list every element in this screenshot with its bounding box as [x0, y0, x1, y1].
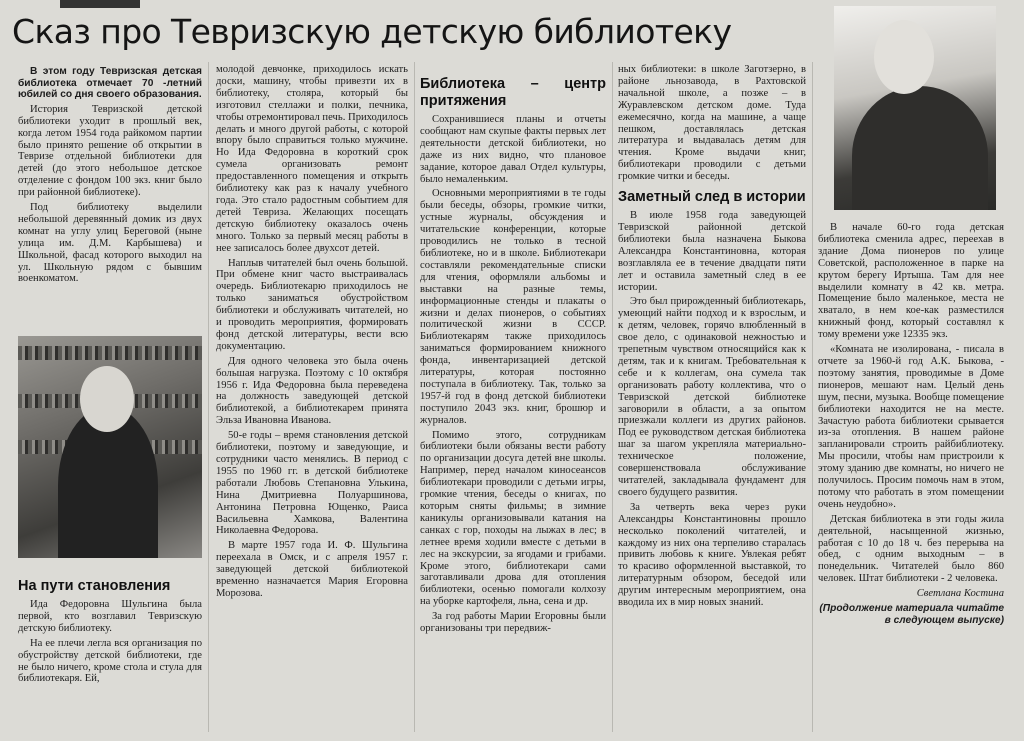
- column-rule: [414, 62, 415, 732]
- paragraph: 50-е годы – время становления детской библиотеки, поэтому и заведующие, и сотрудники часто менялись. В период с 1955 по 1960 гг. в детской библиотеке работали Любовь Степановна Улькина, Нина Дмитриевна Полуаршинова, Антонина Петровна Ющенко, Раиса Васильевна Хамкова, Валентина Николаевна Федорова.: [216, 430, 408, 537]
- paragraph: «Комната не изолирована, - писала в отчете за 1960-й год А.К. Быкова, - поэтому занятия, проводимые в Доме пионеров, мешают нам. Целый день шум, песни, музыка. Вообще помещение библиотеки находится не на месте. Зачастую работа библиотеки срывается из-за отопления. В нашем районе запланировали строить райбиблиотеку. Мы просили, чтобы нам пристроили к этому зданию две комнаты, но ничего не получилось. Просим помочь нам в этом, потому что работать в этом помещении очень неудобно».: [818, 344, 1004, 510]
- continued-note: (Продолжение материала читайте в следующем выпуске): [819, 603, 1004, 626]
- column-rule: [208, 62, 209, 732]
- lead-paragraph: В этом году Тевризская детская библиотека отмечает 70 -летний юбилей со дня своего образования.: [18, 66, 202, 101]
- column-3: [420, 76, 606, 638]
- column-rule: [612, 62, 613, 732]
- column-rule: [812, 62, 813, 732]
- subheading-na-puti: На пути становления: [18, 578, 171, 594]
- paragraph: Это был прирожденный библиотекарь, умеющий найти подход и к взрослым, и к детям, человек, горячо влюбленный в свое дело, с одинаковой нежностью и трепетным чувством относящийся как к детям, так и к книгам. Требовательная к себе и к коллегам, она сумела так организовать работу коллектива, что о Тевризской детской библиотеке заговорили в области, а за опытом приезжали коллеги из других районов. Под ее руководством детская библиотека шаг за шагом укрепляла материально-техническое положение, совершенствовала обслуживание читателей, закладывала фундамент для своего будущего развития.: [618, 296, 806, 498]
- paragraph: На ее плечи легла вся организация по обустройству детской библиотеки, где не было ничего, кроме стола и стула для библиотекаря. Ей,: [18, 637, 202, 685]
- author-signature: Светлана Костина: [916, 588, 1004, 600]
- paragraph: История Тевризской детской библиотеки уходит в прошлый век, когда летом 1954 года райкомом партии было принято решение об открытии в Тевризе отдельной библиотеки для детей (до этого небольшое детское отделение с фондом 100 экз. книг было при районной библиотеке).: [18, 103, 202, 199]
- paragraph: В марте 1957 года И. Ф. Шульгина переехала в Омск, и с апреля 1957 г. заведующей детской библиотекой временно назначается Мария Егоровна Морозова.: [216, 540, 408, 599]
- subheading-zametnyj-sled: Заметный след в истории: [618, 189, 806, 206]
- paragraph: В начале 60-го года детская библиотека сменила адрес, переехав в здание Дома пионеров по улице Советской, расположенное в парке на крутом берегу Иртыша. Там для нее выделили комнату в 42 кв. метра. Помещение было маленькое, места не хватало, в нем кое-как разместился книжный фонд, который составлял к тому времени уже 12335 экз.: [818, 222, 1004, 341]
- paragraph: Основными мероприятиями в те годы были беседы, обзоры, громкие читки, устные журналы, обсуждения и читательские конференции, которые проводились не только в тесной библиотеке, но и в школе. Библиотекари составляли рекомендательные списки для чтения, оформляли альбомы и выставки на разные темы, информационные стенды и плакаты о жизни и делах пионеров, о событиях политической жизни в СССР. Библиотекарям также приходилось заниматься формированием книжного фонда, инвентаризацией детской литературы, которая постоянно поступала в библиотеку. Так, только за 1957-й год в фонд детской библиотеки поступило 2043 экз. книг, брошюр и журналов.: [420, 188, 606, 426]
- paragraph: Сохранившиеся планы и отчеты сообщают нам скупые факты первых лет деятельности детской библиотеки, но даже из них видно, что плановое задание, которое давал Отдел культуры, было немаленьким.: [420, 114, 606, 185]
- paragraph: ных библиотеки: в школе Заготзерно, в районе льнозавода, в Рахтовской начальной школе, а позже – в Журавлевском детском доме. Туда ежемесячно, когда на машине, а чаще пешком, доставлялась детская литература и выдавалась детям для чтения. Кроме выдачи книг, библиотекари проводили с детьми громкие читки и беседы.: [618, 64, 806, 183]
- paragraph: Детская библиотека в эти годы жила деятельной, насыщенной жизнью, работая с 10 до 18 ч. без перерыва на обед, с одним выходным – в понедельник. Читателей было 860 человек. Штат библиотеки - 2 человека.: [818, 513, 1004, 585]
- paragraph: молодой девчонке, приходилось искать доски, машину, чтобы привезти их в библиотеку, столяра, который бы изготовил стеллажи и полки, печника, чтобы отремонтировал печь. Приходилось делать и много другой работы, с которой впору было справиться только мужчине. Но Ида Федоровна в короткий срок сумела организовать ремонт предоставленного помещения и открыть библиотеку как раз к началу учебного года. Это стало радостным событием для детей Тевриза. Желающих посещать детскую библиотеку оказалось очень много. Только за первый месяц работы в нее записалось более двухсот детей.: [216, 64, 408, 254]
- paragraph: Помимо этого, сотрудникам библиотеки были обязаны вести работу по организации досуга детей вне школы. Например, перед началом киносеансов библиотекари проводили с детьми игры, громкие чтения, беседы о книгах, по которым сняты фильмы; в зимние каникулы организовывали катания на санках с гор, походы на лыжах в лес; в летнее время ходили вместе с детьми в лес на экскурсии, за ягодами и грибами. Кроме этого, библиотекари сами заготавливали дрова для отопления библиотеки, осенью помогали колхозу на уборке картофеля, льна, сена и др.: [420, 429, 606, 608]
- paragraph: В июле 1958 года заведующей Тевризской районной детской библиотеки была назначена Быкова Александра Константиновна, которая возглавляла ее в течение двадцати пяти лет и оставила заметный след в ее истории.: [618, 210, 806, 293]
- column-1-bottom: [18, 572, 202, 688]
- photo-bykova: [834, 6, 996, 210]
- article-title: Сказ про Тевризскую детскую библиотеку: [12, 12, 732, 51]
- paragraph: За четверть века через руки Александры Константиновны прошло несколько поколений читателей, и каждому из них она терпеливо старалась привить любовь к книге. Увлекая ребят то красиво оформленной выставкой, то литературным обзором, беседой или другим интересным мероприятием, она вводила их в мир новых знаний.: [618, 501, 806, 609]
- paragraph: Наплыв читателей был очень большой. При обмене книг часто выстраивалась очередь. Библиотекарю приходилось не только заниматься обустройством библиотеки и обслуживать читателей, но и проводить мероприятия, формировать фонд детской литературы, вести всю документацию.: [216, 257, 408, 352]
- photo-shulgina: [18, 336, 202, 558]
- column-1: [18, 66, 202, 288]
- column-5: [818, 222, 1004, 630]
- paragraph: Под библиотеку выделили небольшой деревянный домик из двух комнат на углу улиц Береговой (ныне улица им. Д.М. Карбышева) и Школьной, фасад которого выходил на ул. Школьную рядом с бывшим военкоматом.: [18, 202, 202, 285]
- paragraph: Для одного человека это была очень большая нагрузка. Поэтому с 10 октября 1956 г. Ида Федоровна была переведена на должность заведующей детской библиотекой, а библиотекарем принята Эльза Ивановна Иванова.: [216, 355, 408, 427]
- subheading-centr: Библиотека – центр притяжения: [420, 76, 606, 109]
- column-2: [216, 64, 408, 603]
- paragraph: Ида Федоровна Шульгина была первой, кто возглавил Тевризскую детскую библиотеку.: [18, 599, 202, 634]
- section-tag: [60, 0, 140, 8]
- paragraph: За год работы Марии Егоровны были организованы три передвиж-: [420, 611, 606, 635]
- column-4: [618, 64, 806, 612]
